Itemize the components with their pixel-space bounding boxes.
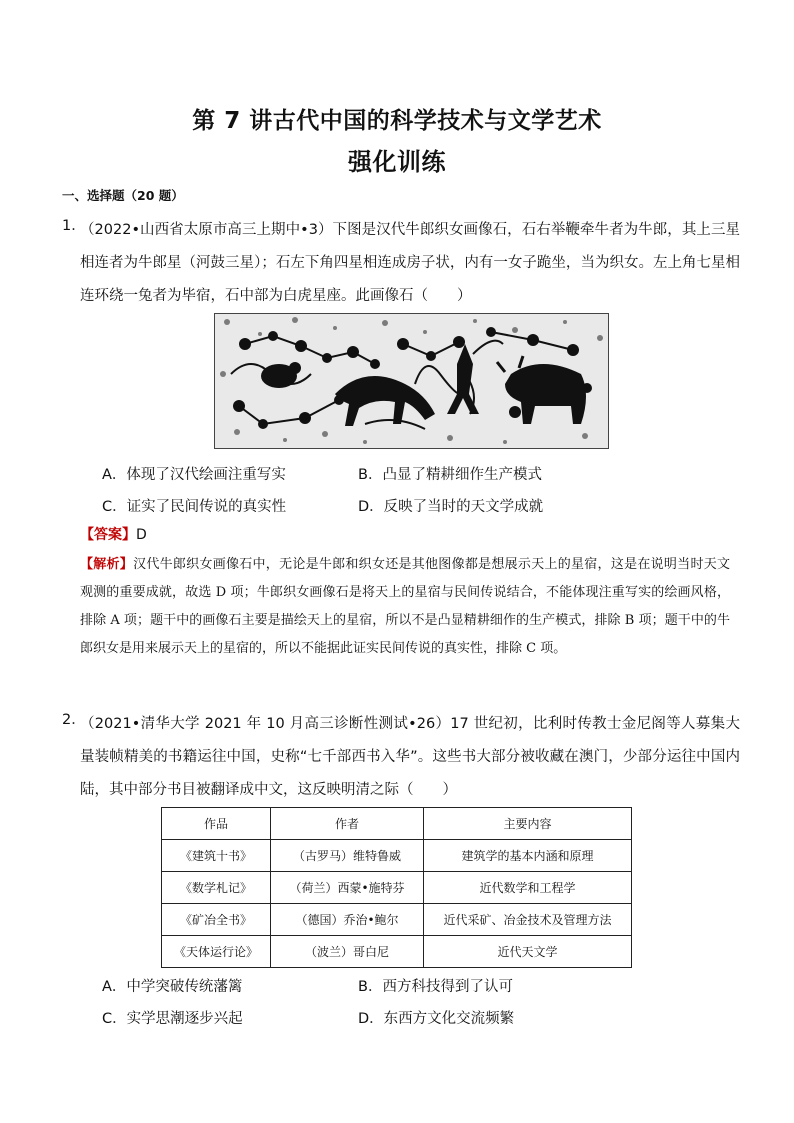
table-row xyxy=(162,872,632,904)
table-cell: 《建筑十书》 xyxy=(162,840,271,872)
document-subtitle: 强化训练 xyxy=(348,148,446,176)
q2-works-table xyxy=(161,807,632,968)
table-cell: （德国）乔治•鲍尔 xyxy=(271,904,424,936)
table-cell: （荷兰）西蒙•施特芬 xyxy=(271,872,424,904)
answer-tag: 【答案】 xyxy=(80,527,136,543)
table-header-cell: 主要内容 xyxy=(424,808,632,840)
stone-relief-image xyxy=(214,313,609,449)
q1-option-d[interactable]: D．反映了当时的天文学成就 xyxy=(358,499,544,515)
analysis-tag: 【解析】 xyxy=(80,557,134,572)
table-cell: 近代天文学 xyxy=(424,936,632,968)
answer-value: D xyxy=(136,527,147,543)
q1-option-c[interactable]: C．证实了民间传说的真实性 xyxy=(102,499,287,515)
q1-option-a[interactable]: A．体现了汉代绘画注重写实 xyxy=(102,467,286,483)
table-cell: 《天体运行论》 xyxy=(162,936,271,968)
q1-analysis xyxy=(80,551,730,663)
stone-relief-drawing xyxy=(215,314,608,448)
section-heading: 一、选择题（20 题） xyxy=(62,188,184,203)
q2-option-a[interactable]: A．中学突破传统藩篱 xyxy=(102,979,243,995)
table-cell: 近代数学和工程学 xyxy=(424,872,632,904)
q1-number: 1． xyxy=(62,218,86,234)
table-cell: 《矿冶全书》 xyxy=(162,904,271,936)
table-cell: 近代采矿、冶金技术及管理方法 xyxy=(424,904,632,936)
analysis-text: 汉代牛郎织女画像石中，无论是牛郎和织女还是其他图像都是想展示天上的星宿，这是在说明当时天文观测的重要成就，故选 D 项；牛郎织女画像石是将天上的星宿与民间传说结合，不能体现注重写实的绘画风格，排除 A 项；题干中的画像石主要是描绘天上的星宿，所以不是凸显精耕细作的生产模式，排除 B 项；题干中的牛郎织女是用来展示天上的星宿的，所以不能据此证实民间传说的真实性，排除 C 项。 xyxy=(80,557,730,656)
q2-number: 2． xyxy=(62,712,86,728)
table-cell: （波兰）哥白尼 xyxy=(271,936,424,968)
document-title: 第 7 讲古代中国的科学技术与文学艺术 xyxy=(192,108,602,134)
table-header-row xyxy=(162,808,632,840)
q1-option-b[interactable]: B．凸显了精耕细作生产模式 xyxy=(358,467,542,483)
q1-stem: （2022•山西省太原市高三上期中•3）下图是汉代牛郎织女画像石，石右举鞭牵牛者为牛郎，其上三星相连者为牛郎星（河鼓三星）；石左下角四星相连成房子状，内有一女子跪坐，当为织女。左上角七星相连环绕一兔者为毕宿，石中部为白虎星座。此画像石（ ） xyxy=(80,222,740,304)
q2-option-b[interactable]: B．西方科技得到了认可 xyxy=(358,979,513,995)
table-cell: 建筑学的基本内涵和原理 xyxy=(424,840,632,872)
table-header-cell: 作品 xyxy=(162,808,271,840)
table-row xyxy=(162,936,632,968)
table-row xyxy=(162,840,632,872)
q2-stem: （2021•清华大学 2021 年 10 月高三诊断性测试•26）17 世纪初，比利时传教士金尼阁等人募集大量装帧精美的书籍运往中国，史称“七千部西书入华”。这些书大部分被收藏在澳门，少部分运往中国内陆，其中部分书目被翻译成中文，这反映明清之际（ ） xyxy=(80,716,740,798)
q2-option-c[interactable]: C．实学思潮逐步兴起 xyxy=(102,1011,243,1027)
q2-option-d[interactable]: D．东西方文化交流频繁 xyxy=(358,1011,515,1027)
table-row xyxy=(162,904,632,936)
table-cell: 《数学札记》 xyxy=(162,872,271,904)
table-cell: （古罗马）维特鲁威 xyxy=(271,840,424,872)
q1-answer xyxy=(80,524,147,544)
table-header-cell: 作者 xyxy=(271,808,424,840)
